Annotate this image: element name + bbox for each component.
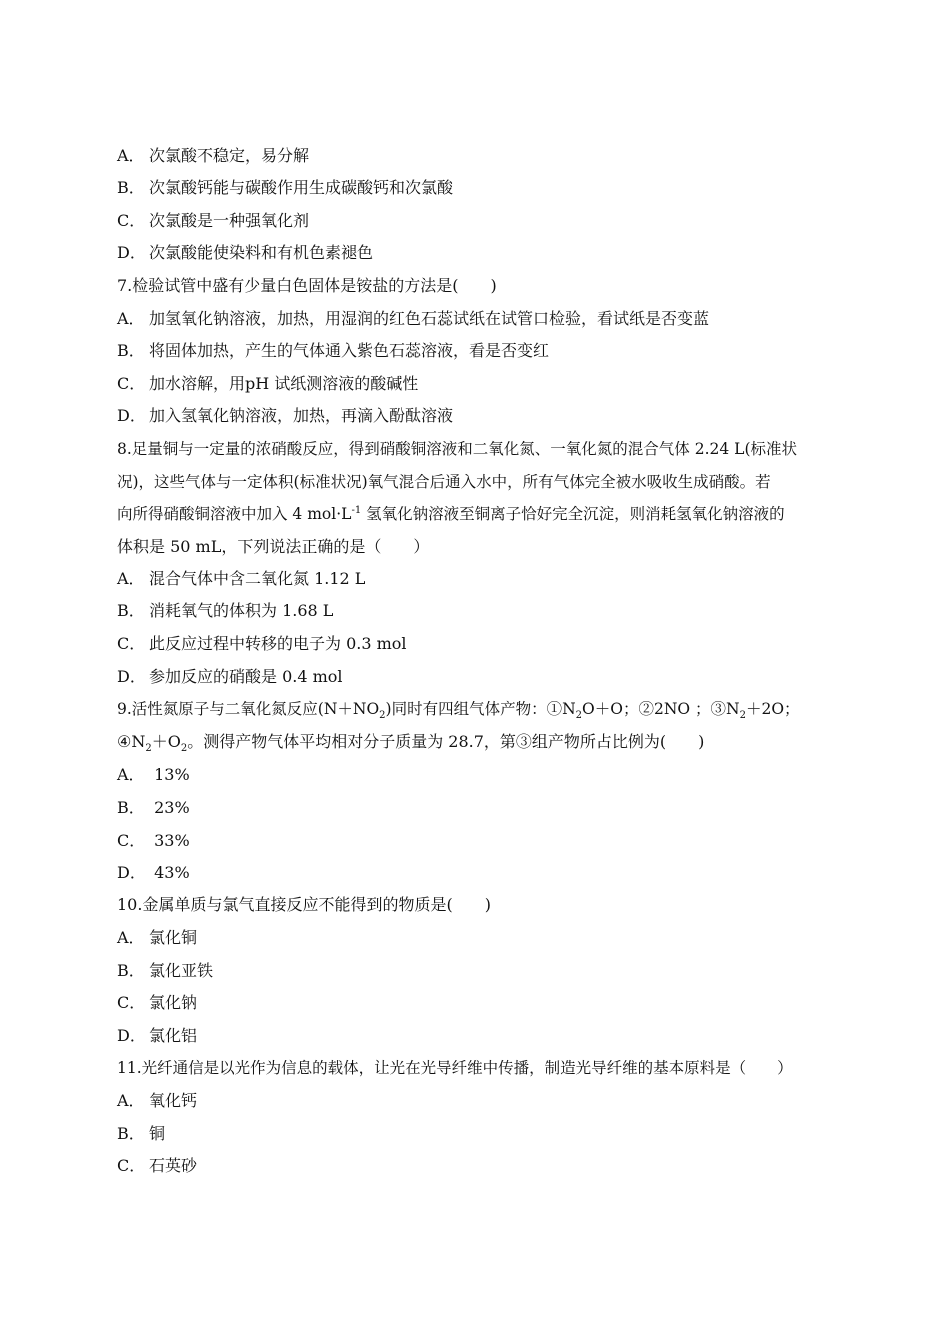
q10-stem: 10.金属单质与氯气直接反应不能得到的物质是( ) (117, 895, 491, 914)
q11-option-a (117, 1091, 197, 1111)
q8-stem-line3-start: 向所得硝酸铜溶液中加入 4 mol·L (117, 505, 352, 523)
q10-option-d (117, 1026, 197, 1046)
q9-text-1: 9.活性氮原子与二氧化氮反应(N＋NO (117, 700, 380, 718)
option-letter: D． (117, 1026, 146, 1045)
q9-option-d (117, 863, 190, 883)
option-letter: C． (117, 634, 146, 653)
option-text: 23% (149, 798, 190, 817)
q8-stem-line2: 况)，这些气体与一定体积(标准状况)氧气混合后通入水中，所有气体完全被水吸收生成硝酸。若 (117, 473, 771, 491)
q9-text-4: ＋2O； (745, 700, 800, 718)
q6-option-d (117, 243, 373, 263)
q9-text-5: ④N (117, 732, 146, 751)
option-letter: A． (117, 1091, 145, 1110)
q8-option-d (117, 667, 343, 687)
option-letter: B． (117, 601, 145, 620)
q9-subscript-2: 2 (575, 710, 583, 721)
option-letter: D． (117, 863, 146, 882)
q9-text-2: )同时有四组气体产物：①N (385, 700, 576, 718)
q9-subscript-5: 2 (180, 743, 188, 754)
q10-option-a (117, 928, 197, 948)
q8-stem-line4: 体积是 50 mL，下列说法正确的是（ ） (117, 537, 430, 556)
option-letter: C． (117, 831, 146, 850)
q6-option-c (117, 211, 309, 231)
option-text: 加氢氧化钠溶液，加热，用湿润的红色石蕊试纸在试管口检验，看试纸是否变蓝 (149, 309, 710, 328)
q6-option-a (117, 146, 309, 166)
q9-text-6: ＋O (151, 732, 181, 751)
q11-stem: 11.光纤通信是以光作为信息的载体，让光在光导纤维中传播，制造光导纤维的基本原料是（ ） (117, 1059, 793, 1077)
option-letter: A． (117, 765, 145, 784)
option-text: 将固体加热，产生的气体通入紫色石蕊溶液，看是否变红 (149, 341, 550, 360)
q10-option-c (117, 993, 197, 1013)
option-letter: C． (117, 1156, 146, 1175)
option-letter: B． (117, 798, 145, 817)
q9-option-a (117, 765, 190, 785)
q9-stem-line1 (117, 699, 800, 719)
option-text: 参加反应的硝酸是 0.4 mol (149, 667, 343, 686)
option-letter: B． (117, 1124, 145, 1143)
q9-option-b (117, 798, 190, 818)
q9-text-3: O＋O；②2NO ；③N (582, 700, 740, 718)
option-text: 次氯酸不稳定，易分解 (149, 146, 310, 165)
q8-stem-line3 (117, 504, 785, 524)
option-text: 次氯酸钙能与碳酸作用生成碳酸钙和次氯酸 (149, 178, 454, 197)
option-letter: A． (117, 146, 145, 165)
q6-option-b (117, 178, 453, 198)
q8-stem-line3-end: 氢氧化钠溶液至铜离子恰好完全沉淀，则消耗氢氧化钠溶液的 (361, 505, 785, 523)
option-letter: B． (117, 341, 145, 360)
option-text: 此反应过程中转移的电子为 0.3 mol (149, 634, 407, 653)
q9-text-7: 。测得产物气体平均相对分子质量为 28.7，第③组产物所占比例为( ) (187, 732, 705, 751)
option-text: 混合气体中含二氧化氮 1.12 L (149, 569, 366, 588)
option-text: 次氯酸能使染料和有机色素褪色 (149, 243, 374, 262)
option-text: 氧化钙 (149, 1091, 198, 1110)
q8-option-a (117, 569, 365, 589)
q9-option-c (117, 831, 190, 851)
option-letter: C． (117, 993, 146, 1012)
q8-option-b (117, 601, 333, 621)
q9-subscript-4: 2 (145, 743, 152, 754)
q11-option-c (117, 1156, 197, 1176)
q7-option-d (117, 406, 453, 426)
option-letter: D． (117, 243, 146, 262)
q9-stem-line2 (117, 732, 704, 752)
q7-option-c (117, 374, 418, 394)
option-letter: B． (117, 178, 145, 197)
q7-stem: 7.检验试管中盛有少量白色固体是铵盐的方法是( ) (117, 276, 497, 295)
option-text: 43% (149, 863, 190, 882)
q9-subscript-1: 2 (379, 710, 386, 721)
option-text: 铜 (149, 1124, 166, 1143)
q11-option-b (117, 1124, 165, 1144)
option-letter: D． (117, 406, 146, 425)
q10-option-b (117, 961, 213, 981)
option-text: 氯化亚铁 (149, 961, 214, 980)
option-letter: A． (117, 928, 145, 947)
option-letter: B． (117, 961, 145, 980)
option-letter: C． (117, 211, 146, 230)
option-text: 石英砂 (149, 1156, 198, 1175)
option-text: 氯化钠 (149, 993, 198, 1012)
option-text: 33% (149, 831, 190, 850)
option-text: 氯化铜 (149, 928, 198, 947)
option-text: 次氯酸是一种强氧化剂 (149, 211, 310, 230)
option-text: 氯化铝 (149, 1026, 198, 1045)
option-text: 加入氢氧化钠溶液，加热，再滴入酚酞溶液 (149, 406, 454, 425)
q8-stem-line1: 8.足量铜与一定量的浓硝酸反应，得到硝酸铜溶液和二氧化氮、一氧化氮的混合气体 2.24 L(标准状 (117, 440, 797, 458)
q8-option-c (117, 634, 407, 654)
option-letter: A． (117, 569, 145, 588)
option-text: 13% (149, 765, 190, 784)
option-letter: A． (117, 309, 145, 328)
option-letter: D． (117, 667, 146, 686)
q7-option-b (117, 341, 549, 361)
option-letter: C． (117, 374, 146, 393)
q9-subscript-3: 2 (739, 710, 746, 721)
option-text: 加水溶解，用pH 试纸测溶液的酸碱性 (149, 374, 419, 393)
q8-unit-exponent: -1 (351, 505, 362, 516)
option-text: 消耗氧气的体积为 1.68 L (149, 601, 334, 620)
q7-option-a (117, 309, 709, 329)
